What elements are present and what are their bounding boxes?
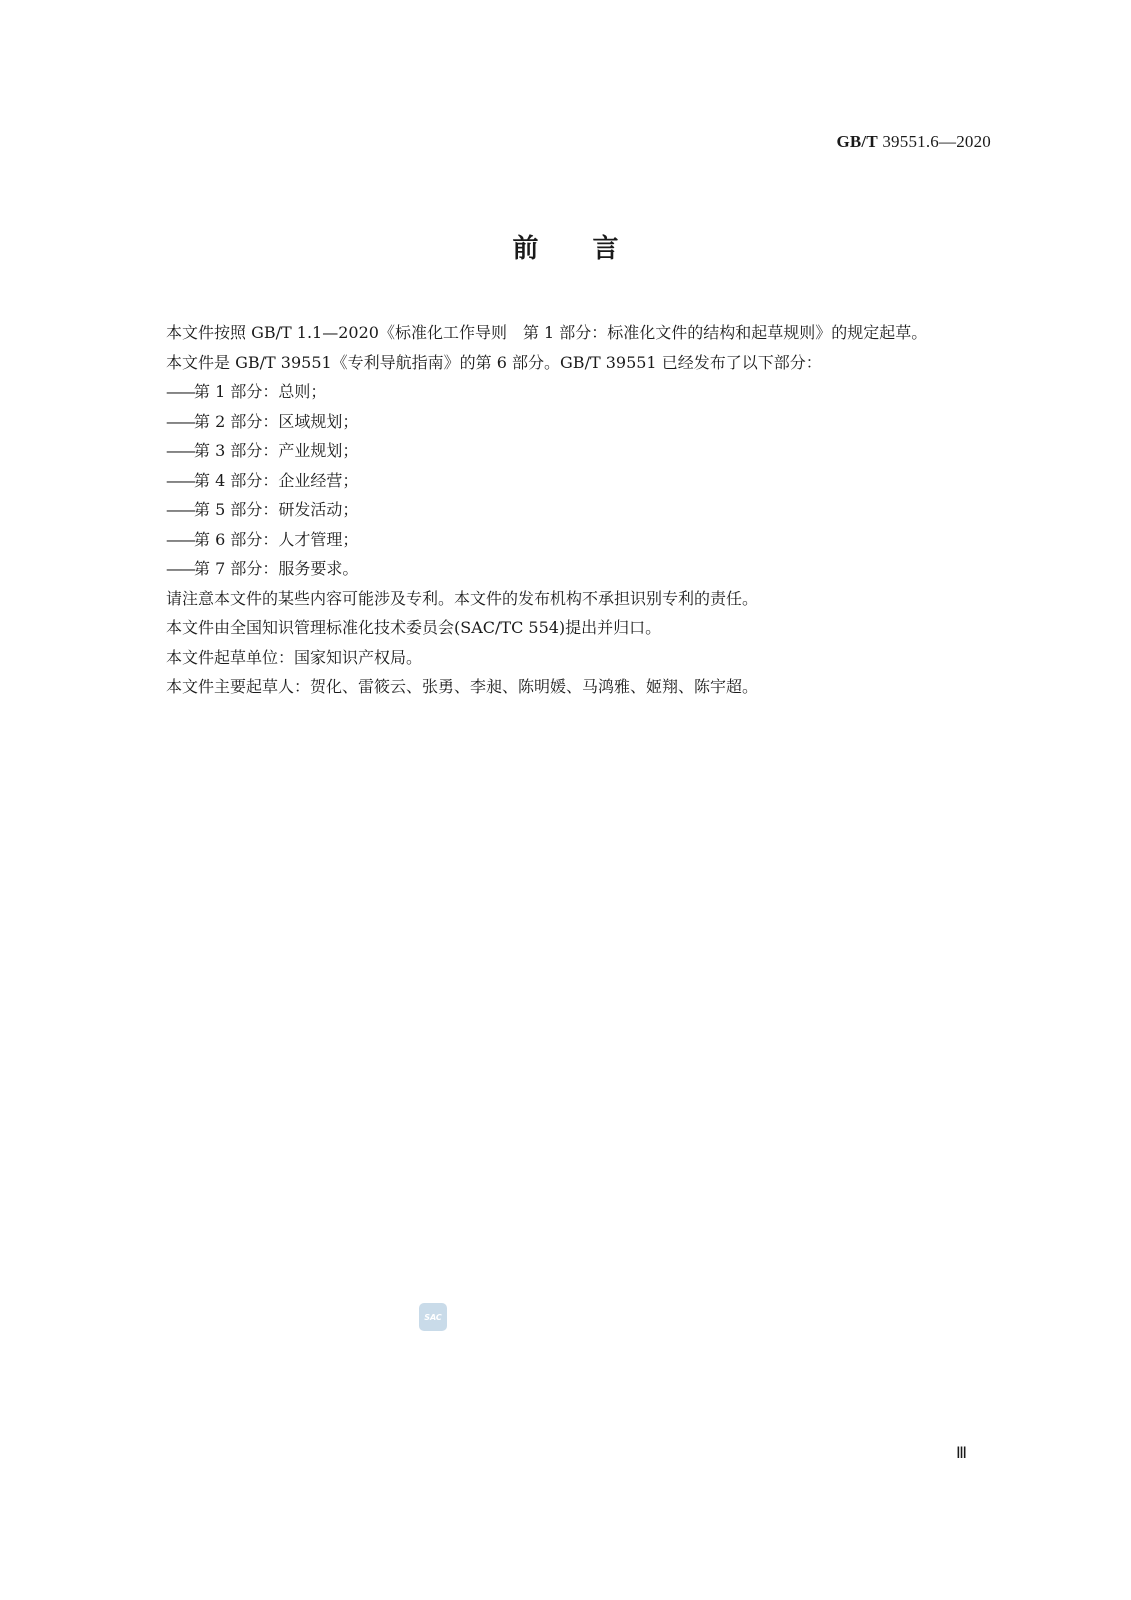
- list-item-text: 第 6 部分：人才管理；: [194, 529, 359, 549]
- list-item-text: 第 5 部分：研发活动；: [194, 500, 359, 519]
- list-item-text: 第 3 部分：产业规划；: [194, 441, 359, 460]
- list-dash: ——: [166, 500, 194, 519]
- list-dash: ——: [166, 529, 194, 549]
- drafters-paragraph: 本文件主要起草人：贺化、雷筱云、张勇、李昶、陈明媛、马鸿雅、姬翔、陈宇超。: [166, 677, 759, 696]
- list-item: [134, 525, 994, 555]
- drafting-rules-paragraph: 本文件按照 GB/T 1.1—2020《标准化工作导则 第 1 部分：标准化文件的结构和起草规则》的规定起草。: [166, 323, 928, 342]
- list-item: [134, 377, 994, 407]
- list-dash: ——: [166, 441, 194, 460]
- list-item-text: 第 4 部分：企业经营；: [194, 470, 359, 490]
- standard-code-number: 39551.6—2020: [877, 132, 991, 151]
- page-number: Ⅲ: [956, 1445, 968, 1462]
- sac-watermark-logo: SAC: [419, 1303, 447, 1331]
- list-item: [134, 407, 994, 437]
- patent-notice-paragraph: 请注意本文件的某些内容可能涉及专利。本文件的发布机构不承担识别专利的责任。: [166, 588, 759, 608]
- list-item: [134, 495, 994, 525]
- list-item-text: 第 2 部分：区域规划；: [194, 411, 359, 431]
- list-dash: ——: [166, 470, 194, 490]
- series-paragraph: 本文件是 GB/T 39551《专利导航指南》的第 6 部分。GB/T 39551 已经发布了以下部分：: [166, 352, 822, 372]
- list-item: [134, 466, 994, 496]
- list-dash: ——: [166, 559, 194, 578]
- list-dash: ——: [166, 411, 194, 431]
- page-title: 前言: [512, 234, 673, 264]
- list-item: [134, 436, 994, 466]
- list-dash: ——: [166, 382, 194, 401]
- list-item-text: 第 1 部分：总则；: [194, 382, 327, 401]
- proposed-by-paragraph: 本文件由全国知识管理标准化技术委员会(SAC/TC 554)提出并归口。: [166, 618, 662, 637]
- foreword-body: [134, 318, 994, 702]
- standard-code: [836, 132, 991, 152]
- list-item-text: 第 7 部分：服务要求。: [194, 559, 359, 578]
- list-item: [134, 554, 994, 584]
- drafting-unit-paragraph: 本文件起草单位：国家知识产权局。: [166, 647, 423, 667]
- standard-code-prefix: GB/T: [836, 132, 878, 151]
